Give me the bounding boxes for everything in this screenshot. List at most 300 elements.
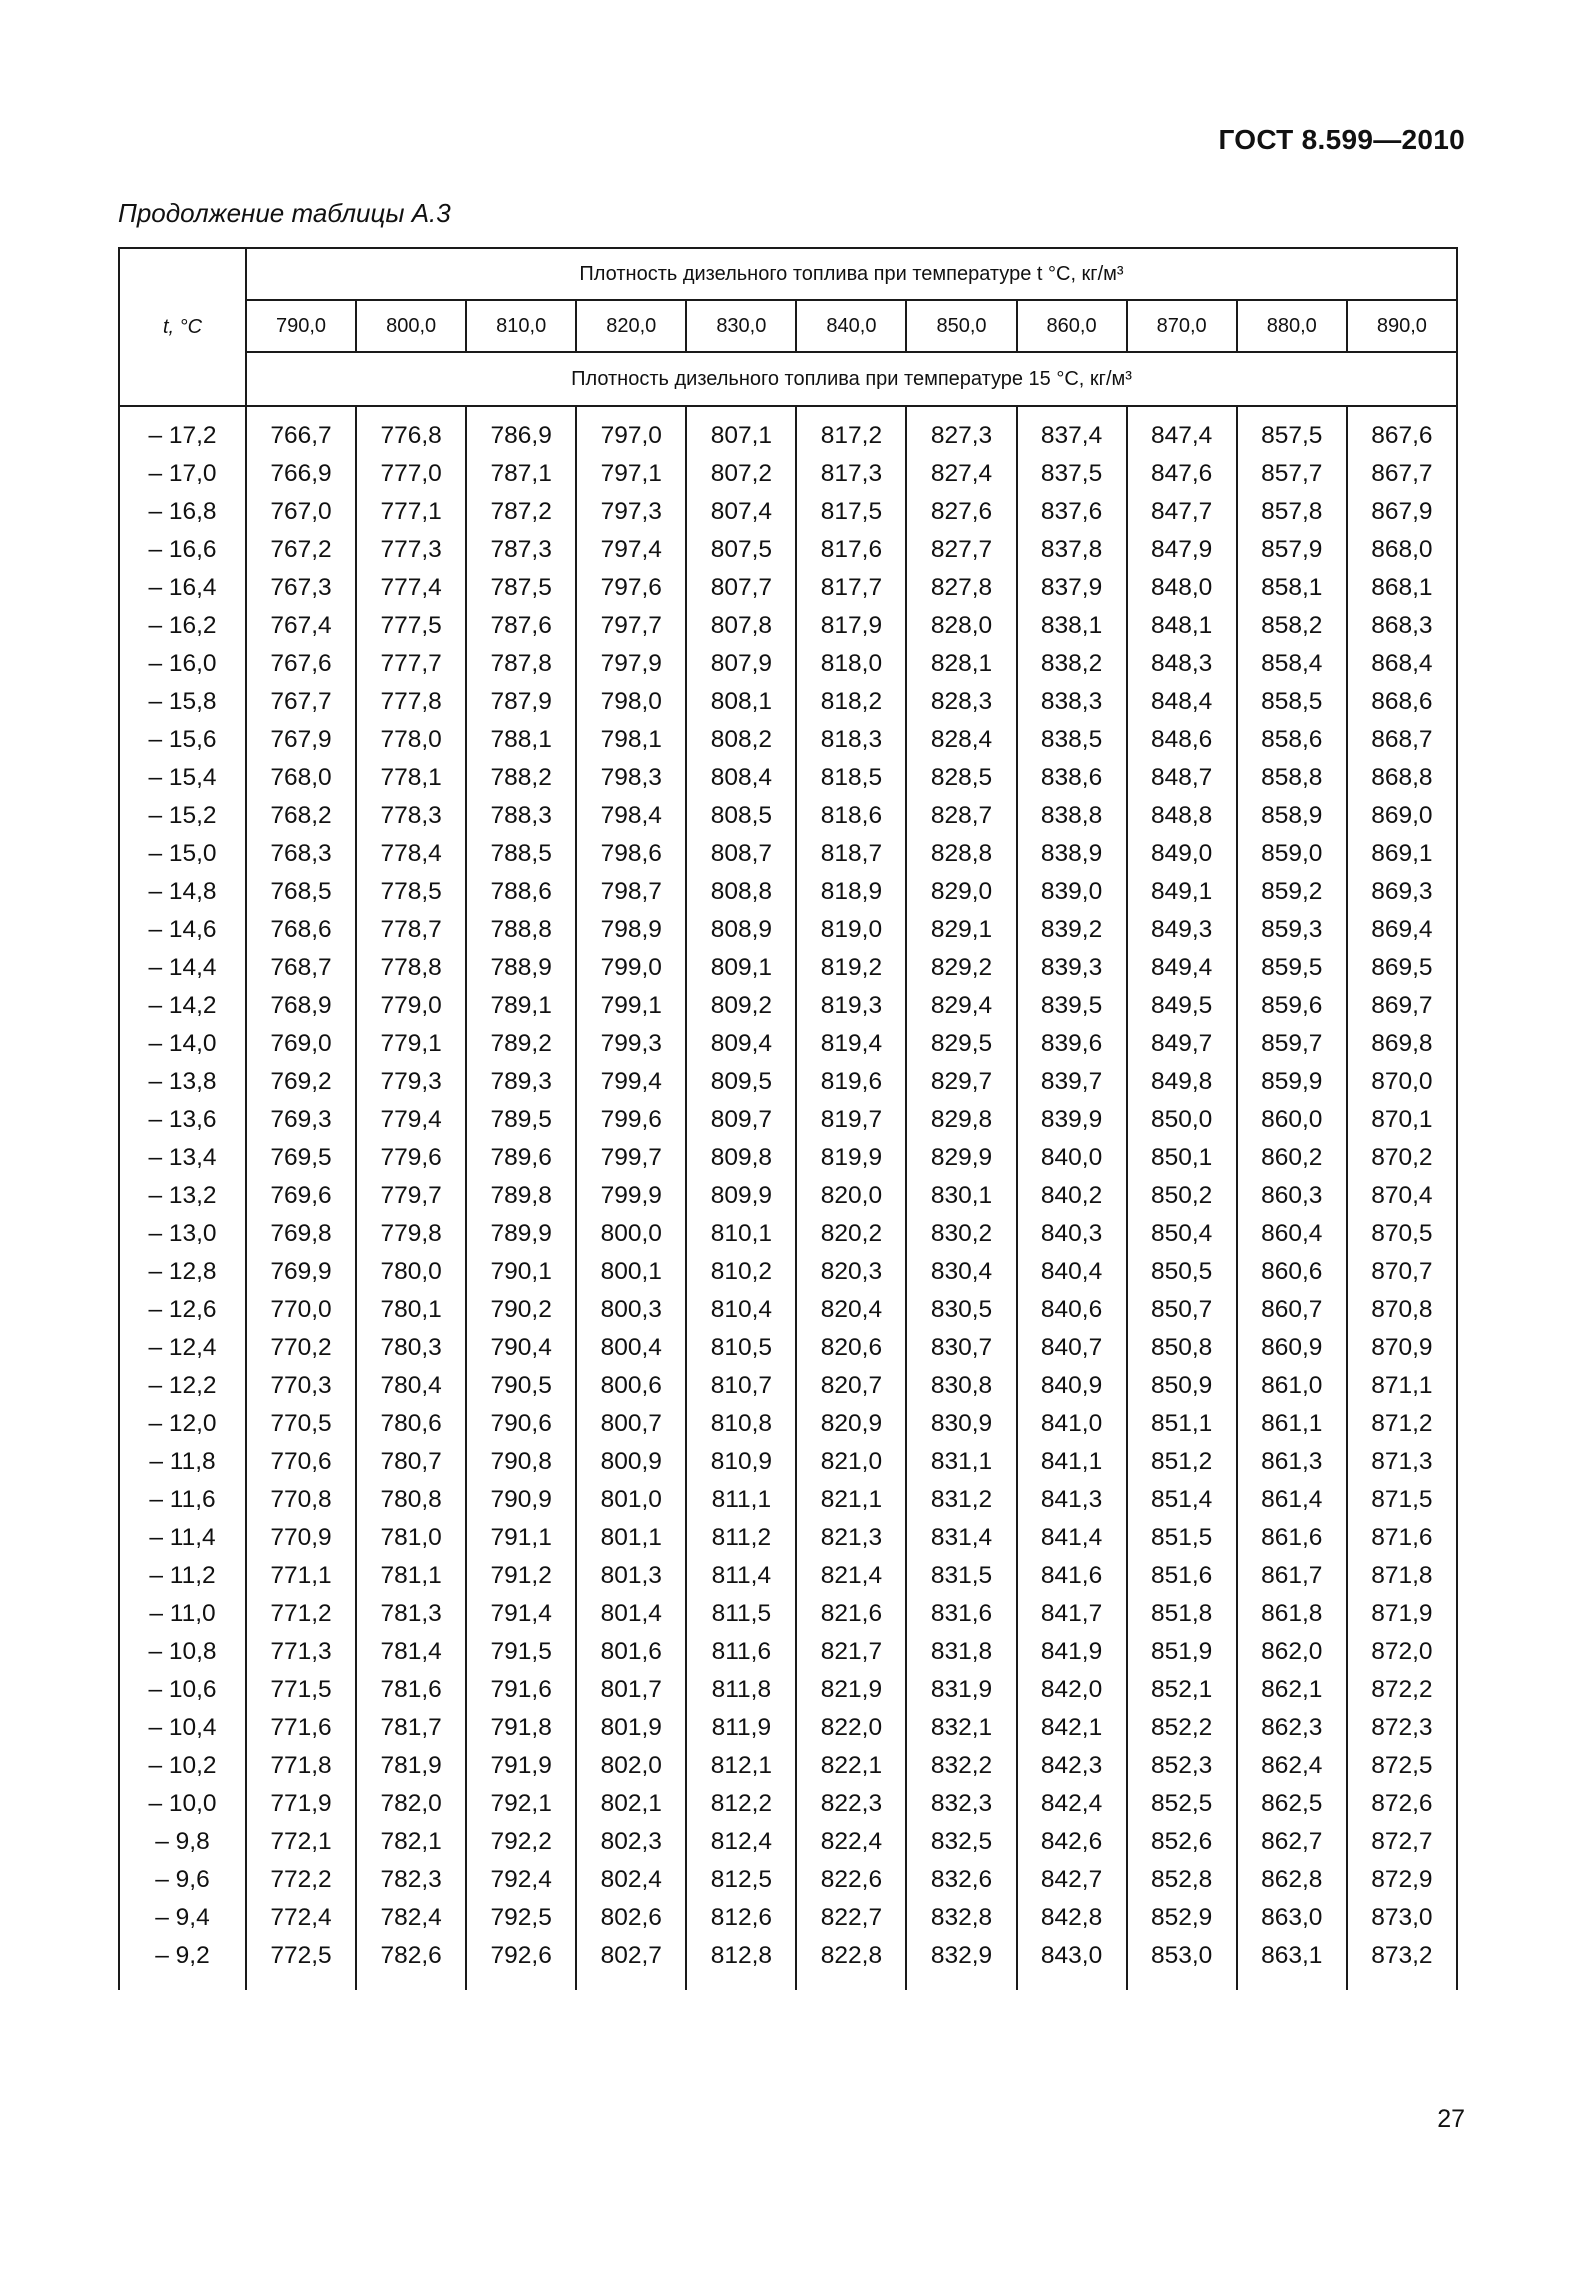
density-cell: 831,5 (906, 1557, 1016, 1595)
density-cell: 797,4 (576, 531, 686, 569)
temperature-cell: – 12,0 (119, 1405, 246, 1443)
density-cell: 801,9 (576, 1709, 686, 1747)
density-cell: 801,4 (576, 1595, 686, 1633)
density-cell: 840,3 (1017, 1215, 1127, 1253)
density-cell: 766,9 (246, 455, 356, 493)
density-cell: 799,0 (576, 949, 686, 987)
density-cell: 799,3 (576, 1025, 686, 1063)
density-cell: 868,0 (1347, 531, 1457, 569)
density-cell: 789,2 (466, 1025, 576, 1063)
density-cell: 863,0 (1237, 1899, 1347, 1937)
density-cell: 800,9 (576, 1443, 686, 1481)
density-cell: 817,6 (796, 531, 906, 569)
density-cell: 860,2 (1237, 1139, 1347, 1177)
density-cell: 851,5 (1127, 1519, 1237, 1557)
density-cell: 791,9 (466, 1747, 576, 1785)
density-cell: 808,1 (686, 683, 796, 721)
density-cell: 781,1 (356, 1557, 466, 1595)
density-cell: 780,8 (356, 1481, 466, 1519)
density-cell: 810,1 (686, 1215, 796, 1253)
density-cell: 777,3 (356, 531, 466, 569)
density-cell: 861,1 (1237, 1405, 1347, 1443)
table-row (119, 1025, 1457, 1063)
density-cell: 782,4 (356, 1899, 466, 1937)
density-cell: 770,9 (246, 1519, 356, 1557)
density-cell: 788,6 (466, 873, 576, 911)
density-cell: 800,1 (576, 1253, 686, 1291)
density-cell: 860,6 (1237, 1253, 1347, 1291)
density-cell: 770,2 (246, 1329, 356, 1367)
density-cell: 818,7 (796, 835, 906, 873)
density-cell: 869,0 (1347, 797, 1457, 835)
density-cell: 788,8 (466, 911, 576, 949)
density-cell: 790,4 (466, 1329, 576, 1367)
density-cell: 801,6 (576, 1633, 686, 1671)
density-cell: 838,3 (1017, 683, 1127, 721)
density-cell: 777,5 (356, 607, 466, 645)
density-cell: 858,1 (1237, 569, 1347, 607)
density-cell: 832,3 (906, 1785, 1016, 1823)
table-row (119, 645, 1457, 683)
density-cell: 828,1 (906, 645, 1016, 683)
density-cell: 812,5 (686, 1861, 796, 1899)
density-cell: 791,4 (466, 1595, 576, 1633)
temperature-cell: – 17,2 (119, 406, 246, 455)
density-cell: 802,1 (576, 1785, 686, 1823)
density-cell: 858,8 (1237, 759, 1347, 797)
density-cell: 801,1 (576, 1519, 686, 1557)
density-cell: 777,8 (356, 683, 466, 721)
column-header: 790,0 (246, 300, 356, 352)
density-cell: 809,9 (686, 1177, 796, 1215)
temperature-cell: – 10,2 (119, 1747, 246, 1785)
density-cell: 777,0 (356, 455, 466, 493)
density-cell: 822,6 (796, 1861, 906, 1899)
density-cell: 799,1 (576, 987, 686, 1025)
density-cell: 829,5 (906, 1025, 1016, 1063)
density-cell: 850,2 (1127, 1177, 1237, 1215)
density-cell: 871,1 (1347, 1367, 1457, 1405)
table-row (119, 1823, 1457, 1861)
density-cell: 769,9 (246, 1253, 356, 1291)
table-row (119, 1405, 1457, 1443)
density-cell: 857,7 (1237, 455, 1347, 493)
density-cell: 801,0 (576, 1481, 686, 1519)
temperature-cell: – 9,8 (119, 1823, 246, 1861)
density-cell: 867,6 (1347, 406, 1457, 455)
density-cell: 820,6 (796, 1329, 906, 1367)
density-cell: 817,2 (796, 406, 906, 455)
density-cell: 848,3 (1127, 645, 1237, 683)
density-cell: 818,6 (796, 797, 906, 835)
table-row (119, 569, 1457, 607)
density-cell: 802,7 (576, 1937, 686, 1990)
density-cell: 769,2 (246, 1063, 356, 1101)
density-cell: 859,3 (1237, 911, 1347, 949)
density-cell: 861,4 (1237, 1481, 1347, 1519)
density-cell: 777,7 (356, 645, 466, 683)
density-cell: 812,1 (686, 1747, 796, 1785)
density-cell: 829,8 (906, 1101, 1016, 1139)
density-cell: 777,4 (356, 569, 466, 607)
table-row (119, 721, 1457, 759)
density-cell: 862,4 (1237, 1747, 1347, 1785)
density-cell: 828,3 (906, 683, 1016, 721)
density-cell: 810,4 (686, 1291, 796, 1329)
density-cell: 789,3 (466, 1063, 576, 1101)
density-cell: 802,0 (576, 1747, 686, 1785)
page-number: 27 (1437, 2105, 1465, 2133)
table-row (119, 1899, 1457, 1937)
density-cell: 817,9 (796, 607, 906, 645)
density-cell: 780,3 (356, 1329, 466, 1367)
density-cell: 872,7 (1347, 1823, 1457, 1861)
density-cell: 871,9 (1347, 1595, 1457, 1633)
density-cell: 868,7 (1347, 721, 1457, 759)
density-cell: 870,0 (1347, 1063, 1457, 1101)
density-cell: 818,0 (796, 645, 906, 683)
density-cell: 779,8 (356, 1215, 466, 1253)
table-row (119, 759, 1457, 797)
table-row (119, 1633, 1457, 1671)
density-cell: 811,9 (686, 1709, 796, 1747)
density-cell: 766,7 (246, 406, 356, 455)
temperature-cell: – 12,4 (119, 1329, 246, 1367)
density-cell: 852,5 (1127, 1785, 1237, 1823)
density-cell: 828,5 (906, 759, 1016, 797)
density-cell: 819,3 (796, 987, 906, 1025)
density-cell: 869,7 (1347, 987, 1457, 1025)
density-cell: 818,5 (796, 759, 906, 797)
density-cell: 827,6 (906, 493, 1016, 531)
temperature-cell: – 13,0 (119, 1215, 246, 1253)
density-cell: 869,1 (1347, 835, 1457, 873)
temperature-cell: – 17,0 (119, 455, 246, 493)
density-cell: 858,2 (1237, 607, 1347, 645)
table-row (119, 1785, 1457, 1823)
density-cell: 808,4 (686, 759, 796, 797)
density-cell: 842,7 (1017, 1861, 1127, 1899)
density-cell: 812,2 (686, 1785, 796, 1823)
density-cell: 798,6 (576, 835, 686, 873)
density-cell: 807,7 (686, 569, 796, 607)
table-row (119, 1747, 1457, 1785)
density-cell: 771,5 (246, 1671, 356, 1709)
density-cell: 831,1 (906, 1443, 1016, 1481)
temperature-cell: – 16,4 (119, 569, 246, 607)
density-cell: 787,9 (466, 683, 576, 721)
density-cell: 771,1 (246, 1557, 356, 1595)
density-cell: 828,4 (906, 721, 1016, 759)
bottom-header: Плотность дизельного топлива при температуре 15 °C, кг/м³ (246, 352, 1457, 406)
density-cell: 788,3 (466, 797, 576, 835)
column-header: 850,0 (906, 300, 1016, 352)
table-row (119, 1291, 1457, 1329)
density-cell: 861,3 (1237, 1443, 1347, 1481)
density-cell: 840,7 (1017, 1329, 1127, 1367)
density-cell: 788,1 (466, 721, 576, 759)
density-cell: 799,6 (576, 1101, 686, 1139)
density-cell: 780,4 (356, 1367, 466, 1405)
density-cell: 812,6 (686, 1899, 796, 1937)
density-cell: 778,3 (356, 797, 466, 835)
density-cell: 768,7 (246, 949, 356, 987)
density-cell: 821,6 (796, 1595, 906, 1633)
density-cell: 850,7 (1127, 1291, 1237, 1329)
temperature-cell: – 14,2 (119, 987, 246, 1025)
density-cell: 853,0 (1127, 1937, 1237, 1990)
table-body (119, 406, 1457, 1990)
density-cell: 810,5 (686, 1329, 796, 1367)
density-cell: 832,9 (906, 1937, 1016, 1990)
density-cell: 800,3 (576, 1291, 686, 1329)
column-header: 810,0 (466, 300, 576, 352)
density-cell: 857,9 (1237, 531, 1347, 569)
density-cell: 829,0 (906, 873, 1016, 911)
density-cell: 809,4 (686, 1025, 796, 1063)
temperature-cell: – 16,6 (119, 531, 246, 569)
density-cell: 771,2 (246, 1595, 356, 1633)
density-cell: 819,2 (796, 949, 906, 987)
table-row (119, 1519, 1457, 1557)
density-cell: 832,1 (906, 1709, 1016, 1747)
density-cell: 782,3 (356, 1861, 466, 1899)
density-cell: 782,1 (356, 1823, 466, 1861)
temperature-cell: – 11,4 (119, 1519, 246, 1557)
density-cell: 849,4 (1127, 949, 1237, 987)
density-cell: 791,5 (466, 1633, 576, 1671)
density-cell: 790,5 (466, 1367, 576, 1405)
density-cell: 767,9 (246, 721, 356, 759)
density-cell: 821,9 (796, 1671, 906, 1709)
density-cell: 809,8 (686, 1139, 796, 1177)
density-cell: 830,4 (906, 1253, 1016, 1291)
density-cell: 832,2 (906, 1747, 1016, 1785)
density-cell: 819,9 (796, 1139, 906, 1177)
density-cell: 839,2 (1017, 911, 1127, 949)
density-cell: 780,1 (356, 1291, 466, 1329)
density-cell: 770,8 (246, 1481, 356, 1519)
density-cell: 838,6 (1017, 759, 1127, 797)
temperature-cell: – 10,8 (119, 1633, 246, 1671)
density-cell: 820,7 (796, 1367, 906, 1405)
temperature-cell: – 14,0 (119, 1025, 246, 1063)
density-cell: 820,0 (796, 1177, 906, 1215)
density-cell: 850,4 (1127, 1215, 1237, 1253)
density-cell: 802,3 (576, 1823, 686, 1861)
table-row (119, 1139, 1457, 1177)
density-cell: 808,5 (686, 797, 796, 835)
density-cell: 767,7 (246, 683, 356, 721)
density-cell: 787,5 (466, 569, 576, 607)
density-cell: 821,3 (796, 1519, 906, 1557)
density-cell: 800,4 (576, 1329, 686, 1367)
density-cell: 770,6 (246, 1443, 356, 1481)
temperature-cell: – 12,6 (119, 1291, 246, 1329)
density-cell: 769,6 (246, 1177, 356, 1215)
density-cell: 847,9 (1127, 531, 1237, 569)
density-cell: 798,7 (576, 873, 686, 911)
density-cell: 871,8 (1347, 1557, 1457, 1595)
density-cell: 851,6 (1127, 1557, 1237, 1595)
density-cell: 788,9 (466, 949, 576, 987)
density-cell: 841,7 (1017, 1595, 1127, 1633)
table-row (119, 1215, 1457, 1253)
temperature-cell: – 10,6 (119, 1671, 246, 1709)
density-cell: 839,3 (1017, 949, 1127, 987)
density-cell: 869,8 (1347, 1025, 1457, 1063)
column-header: 860,0 (1017, 300, 1127, 352)
density-cell: 790,9 (466, 1481, 576, 1519)
density-cell: 839,5 (1017, 987, 1127, 1025)
density-cell: 799,7 (576, 1139, 686, 1177)
temperature-cell: – 9,6 (119, 1861, 246, 1899)
density-cell: 778,7 (356, 911, 466, 949)
density-table (118, 247, 1458, 1990)
density-cell: 852,9 (1127, 1899, 1237, 1937)
density-cell: 873,0 (1347, 1899, 1457, 1937)
density-cell: 787,1 (466, 455, 576, 493)
density-cell: 781,6 (356, 1671, 466, 1709)
density-cell: 811,8 (686, 1671, 796, 1709)
density-cell: 787,2 (466, 493, 576, 531)
density-cell: 850,0 (1127, 1101, 1237, 1139)
density-cell: 789,9 (466, 1215, 576, 1253)
density-cell: 812,4 (686, 1823, 796, 1861)
density-cell: 839,0 (1017, 873, 1127, 911)
density-cell: 789,1 (466, 987, 576, 1025)
density-cell: 872,3 (1347, 1709, 1457, 1747)
density-cell: 798,3 (576, 759, 686, 797)
density-cell: 798,0 (576, 683, 686, 721)
density-cell: 809,2 (686, 987, 796, 1025)
density-cell: 852,8 (1127, 1861, 1237, 1899)
column-header: 840,0 (796, 300, 906, 352)
density-cell: 792,4 (466, 1861, 576, 1899)
top-header: Плотность дизельного топлива при температуре t °C, кг/м³ (246, 248, 1457, 300)
density-cell: 832,8 (906, 1899, 1016, 1937)
density-cell: 862,1 (1237, 1671, 1347, 1709)
temperature-cell: – 11,0 (119, 1595, 246, 1633)
density-cell: 777,1 (356, 493, 466, 531)
density-cell: 859,6 (1237, 987, 1347, 1025)
temperature-cell: – 9,2 (119, 1937, 246, 1990)
column-header-row (119, 300, 1457, 352)
density-cell: 870,5 (1347, 1215, 1457, 1253)
density-cell: 797,7 (576, 607, 686, 645)
density-cell: 839,7 (1017, 1063, 1127, 1101)
density-cell: 849,8 (1127, 1063, 1237, 1101)
density-cell: 861,6 (1237, 1519, 1347, 1557)
density-cell: 811,1 (686, 1481, 796, 1519)
density-cell: 852,2 (1127, 1709, 1237, 1747)
density-cell: 801,7 (576, 1671, 686, 1709)
temperature-cell: – 14,6 (119, 911, 246, 949)
table-row (119, 873, 1457, 911)
density-cell: 799,9 (576, 1177, 686, 1215)
density-cell: 822,1 (796, 1747, 906, 1785)
density-cell: 827,4 (906, 455, 1016, 493)
density-cell: 871,3 (1347, 1443, 1457, 1481)
density-cell: 789,6 (466, 1139, 576, 1177)
density-cell: 838,9 (1017, 835, 1127, 873)
density-cell: 782,6 (356, 1937, 466, 1990)
table-row (119, 1671, 1457, 1709)
density-cell: 821,4 (796, 1557, 906, 1595)
column-header: 820,0 (576, 300, 686, 352)
density-cell: 778,0 (356, 721, 466, 759)
table-row (119, 949, 1457, 987)
density-cell: 850,1 (1127, 1139, 1237, 1177)
table-row (119, 1063, 1457, 1101)
table-row (119, 1253, 1457, 1291)
density-cell: 849,5 (1127, 987, 1237, 1025)
density-cell: 778,5 (356, 873, 466, 911)
density-cell: 837,8 (1017, 531, 1127, 569)
density-cell: 850,8 (1127, 1329, 1237, 1367)
table-row (119, 1937, 1457, 1990)
density-cell: 791,2 (466, 1557, 576, 1595)
density-cell: 767,0 (246, 493, 356, 531)
density-cell: 861,8 (1237, 1595, 1347, 1633)
density-cell: 860,0 (1237, 1101, 1347, 1139)
density-cell: 809,5 (686, 1063, 796, 1101)
density-cell: 808,9 (686, 911, 796, 949)
density-cell: 808,8 (686, 873, 796, 911)
temperature-cell: – 11,6 (119, 1481, 246, 1519)
density-cell: 850,5 (1127, 1253, 1237, 1291)
density-cell: 868,3 (1347, 607, 1457, 645)
density-cell: 849,1 (1127, 873, 1237, 911)
density-cell: 847,6 (1127, 455, 1237, 493)
density-cell: 792,5 (466, 1899, 576, 1937)
density-cell: 829,2 (906, 949, 1016, 987)
density-cell: 829,4 (906, 987, 1016, 1025)
density-cell: 767,3 (246, 569, 356, 607)
density-cell: 830,8 (906, 1367, 1016, 1405)
density-cell: 807,8 (686, 607, 796, 645)
density-cell: 838,5 (1017, 721, 1127, 759)
temperature-cell: – 13,6 (119, 1101, 246, 1139)
density-cell: 872,9 (1347, 1861, 1457, 1899)
density-cell: 841,6 (1017, 1557, 1127, 1595)
density-cell: 852,6 (1127, 1823, 1237, 1861)
density-cell: 778,4 (356, 835, 466, 873)
density-cell: 832,5 (906, 1823, 1016, 1861)
density-cell: 838,2 (1017, 645, 1127, 683)
density-cell: 868,1 (1347, 569, 1457, 607)
density-cell: 791,8 (466, 1709, 576, 1747)
density-cell: 819,0 (796, 911, 906, 949)
density-cell: 861,0 (1237, 1367, 1347, 1405)
density-cell: 838,1 (1017, 607, 1127, 645)
table-row (119, 607, 1457, 645)
density-cell: 860,9 (1237, 1329, 1347, 1367)
density-cell: 852,3 (1127, 1747, 1237, 1785)
density-cell: 872,6 (1347, 1785, 1457, 1823)
temperature-cell: – 12,8 (119, 1253, 246, 1291)
density-cell: 810,7 (686, 1367, 796, 1405)
density-cell: 790,2 (466, 1291, 576, 1329)
density-cell: 767,6 (246, 645, 356, 683)
density-cell: 867,9 (1347, 493, 1457, 531)
density-cell: 858,9 (1237, 797, 1347, 835)
density-cell: 768,6 (246, 911, 356, 949)
density-cell: 779,1 (356, 1025, 466, 1063)
density-cell: 768,9 (246, 987, 356, 1025)
density-cell: 841,0 (1017, 1405, 1127, 1443)
density-cell: 811,2 (686, 1519, 796, 1557)
